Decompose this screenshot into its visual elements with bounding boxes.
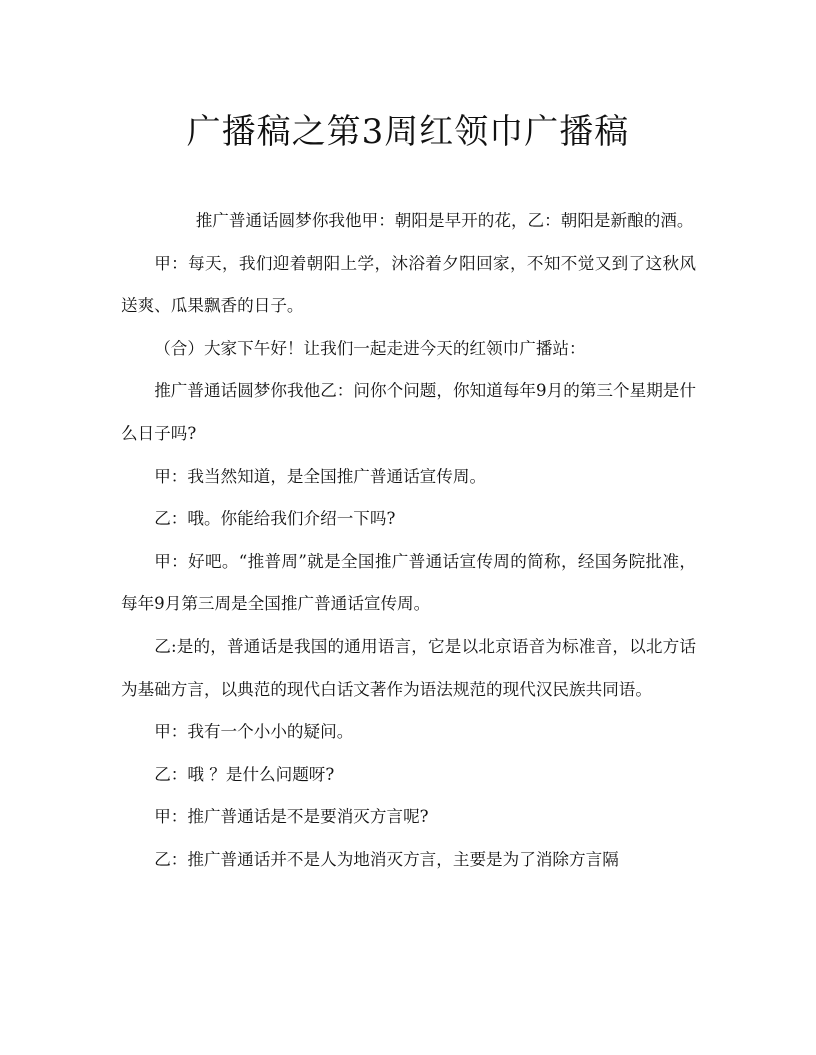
document-body [121,200,696,882]
paragraph: 乙:是的，普通话是我国的通用语言，它是以北京语音为标准音，以北方话为基础方言，以典范的现代白话文著作为语法规范的现代汉民族共同语。 [121,636,696,699]
paragraph: 甲：推广普通话是不是要消灭方言呢? [154,807,429,827]
paragraph: 推广普通话圆梦你我他乙：问你个问题，你知道每年9月的第三个星期是什么日子吗? [121,381,696,443]
document-title: 广播稿之第3周红领巾广播稿 [186,112,630,152]
paragraph: 乙：哦 ？是什么问题呀? [154,764,335,784]
paragraph: 甲：好吧。“推普周”就是全国推广普通话宣传周的简称，经国务院批准，每年9月第三周是全国推广普通话宣传周。 [121,551,696,614]
paragraph: 乙：推广普通话并不是人为地消灭方言，主要是为了消除方言隔 [154,849,619,869]
paragraph: 甲：每天，我们迎着朝阳上学，沐浴着夕阳回家，不知不觉又到了这秋风送爽、瓜果飘香的日子。 [121,253,696,316]
paragraph: 乙：哦。你能给我们介绍一下吗? [154,509,396,529]
paragraph: （合）大家下午好！让我们一起走进今天的红领巾广播站： [154,338,586,358]
paragraph: 甲：我有一个小小的疑问。 [154,722,354,742]
paragraph: 推广普通话圆梦你我他甲：朝阳是早开的花，乙：朝阳是新酿的酒。 [195,211,694,230]
paragraph: 甲：我当然知道，是全国推广普通话宣传周。 [154,466,487,486]
